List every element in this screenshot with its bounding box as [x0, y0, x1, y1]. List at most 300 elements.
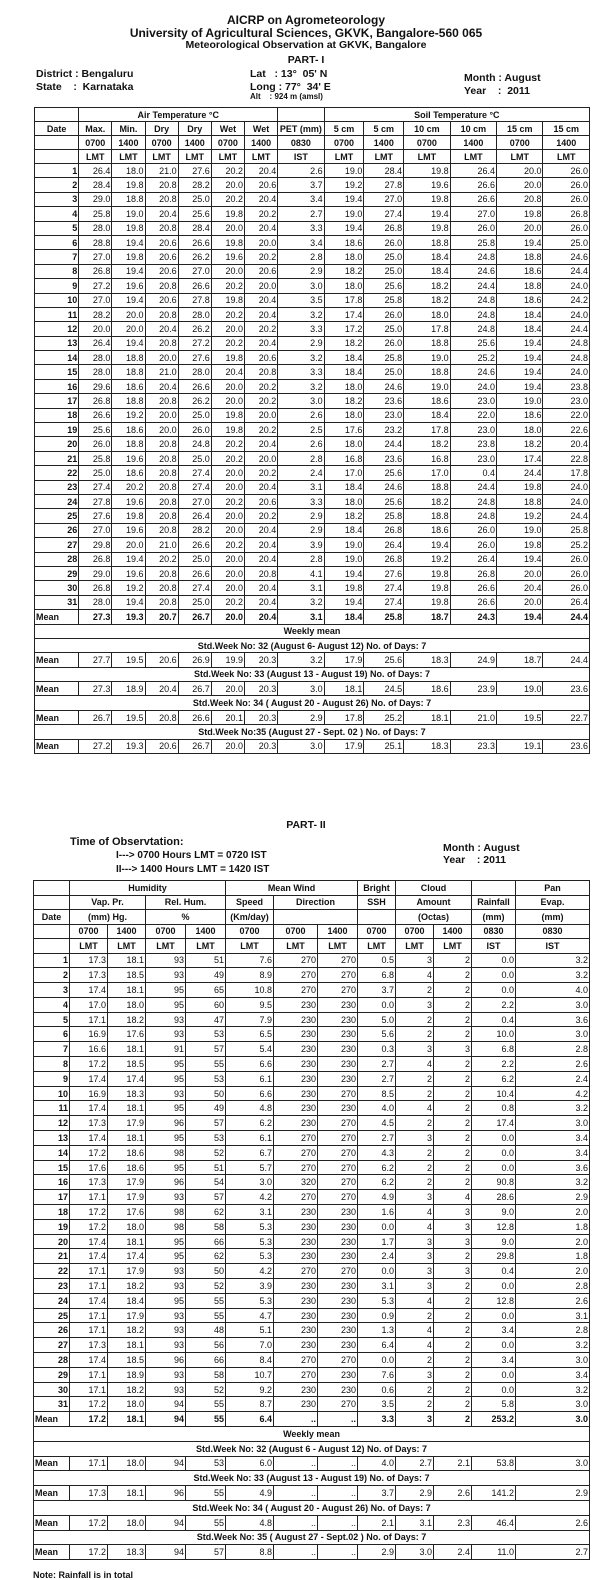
value-cell: 18.0 — [324, 408, 364, 422]
part2-sheet — [0, 808, 612, 1580]
value-cell: 16.6 — [70, 1042, 108, 1057]
value-cell: 25.6 — [364, 494, 404, 508]
date-header: Date — [35, 122, 79, 136]
value-cell: 2.6 — [516, 1057, 590, 1072]
latitude: Lat : 13° 05' N — [250, 68, 328, 80]
value-cell: 3.0 — [278, 279, 324, 293]
value-cell: 6.2 — [358, 1175, 396, 1190]
cloud-header: Cloud — [396, 881, 472, 896]
week-label-row — [35, 696, 590, 710]
date-cell: 12 — [35, 322, 79, 336]
date-cell: 26 — [34, 1323, 70, 1338]
value-cell: 0.9 — [358, 1308, 396, 1323]
table-row — [35, 293, 590, 307]
rel-hum-header: Rel. Hum. — [146, 895, 226, 910]
value-cell: 20.4 — [244, 581, 277, 595]
value-cell: 270 — [274, 1264, 318, 1279]
table-row — [34, 1367, 590, 1382]
value-cell: 20.8 — [145, 336, 178, 350]
value-cell: 20.0 — [211, 466, 244, 480]
value-cell: 18.6 — [112, 466, 145, 480]
part1-table — [34, 107, 590, 754]
value-cell: 26.8 — [79, 394, 112, 408]
mean-value: 26.7 — [178, 610, 211, 624]
value-cell: 20.6 — [244, 351, 277, 365]
value-cell: 18.6 — [497, 293, 543, 307]
week-mean-value: 20.3 — [244, 739, 277, 753]
value-cell: 3.9 — [226, 1279, 274, 1294]
value-cell: 65 — [186, 983, 226, 998]
value-cell: 4 — [434, 1190, 472, 1205]
value-cell: 2.5 — [278, 423, 324, 437]
value-cell: 18.0 — [324, 379, 364, 393]
value-cell: 19.6 — [404, 178, 450, 192]
value-cell: 26.0 — [364, 235, 404, 249]
part1-title-1: AICRP on Agrometeorology — [226, 13, 385, 27]
value-cell: 3.1 — [358, 1279, 396, 1294]
value-cell: 26.0 — [543, 552, 590, 566]
value-cell: 230 — [274, 1057, 318, 1072]
value-cell: 17.2 — [70, 1205, 108, 1220]
value-cell: 19.8 — [404, 164, 450, 178]
value-cell: 19.8 — [324, 581, 364, 595]
value-cell: 17.1 — [70, 1264, 108, 1279]
value-cell: 23.0 — [364, 408, 404, 422]
unit-header: LMT — [434, 939, 472, 954]
value-cell: 18.4 — [324, 351, 364, 365]
mean-value: 25.8 — [364, 610, 404, 624]
value-cell: 58 — [186, 1367, 226, 1382]
value-cell: 19.0 — [404, 379, 450, 393]
value-cell: 24.6 — [450, 264, 496, 278]
time-header: 0700 — [497, 136, 543, 150]
value-cell: 0.0 — [472, 1308, 516, 1323]
week-mean-value: 18.7 — [497, 653, 543, 667]
week-mean-value: 24.9 — [450, 653, 496, 667]
value-cell: 2 — [434, 1382, 472, 1397]
value-cell: 230 — [318, 1249, 358, 1264]
value-cell: 270 — [318, 1353, 358, 1368]
value-cell: 270 — [274, 1131, 318, 1146]
value-cell: 20.4 — [145, 207, 178, 221]
value-cell: 29.8 — [79, 538, 112, 552]
table-row — [34, 1131, 590, 1146]
week-mean-value: 94 — [146, 1456, 186, 1471]
week-mean-value: 4.8 — [226, 1515, 274, 1530]
value-cell: 5.7 — [226, 1160, 274, 1175]
week-mean-value: 19.5 — [497, 710, 543, 724]
week-mean-value: 23.6 — [543, 682, 590, 696]
value-cell: 26.8 — [79, 552, 112, 566]
value-cell: 26.8 — [364, 221, 404, 235]
value-cell: 24.4 — [543, 509, 590, 523]
value-cell: 17.6 — [70, 1160, 108, 1175]
mean-label: Mean — [34, 1456, 70, 1471]
week-label: Std.Week No: 34 ( August 20 - August 26) No. of Days: 7 — [34, 1500, 590, 1515]
mean-value: 3.1 — [278, 610, 324, 624]
week-mean-value: 27.7 — [79, 653, 112, 667]
week-label: Std.Week No: 35 ( August 27 - Sept.02 ) No. of Days: 7 — [34, 1530, 590, 1545]
value-cell: 28.0 — [79, 365, 112, 379]
value-cell: 20.8 — [145, 523, 178, 537]
value-cell: 23.8 — [543, 379, 590, 393]
value-cell: 230 — [318, 1027, 358, 1042]
value-cell: 230 — [274, 1042, 318, 1057]
table-row — [34, 1323, 590, 1338]
value-cell: 2 — [396, 1116, 434, 1131]
week-mean-value: 46.4 — [472, 1515, 516, 1530]
value-cell: 57 — [186, 1042, 226, 1057]
week-label-row — [35, 725, 590, 739]
value-cell: 270 — [274, 1190, 318, 1205]
value-cell: 18.2 — [324, 394, 364, 408]
value-cell: 18.6 — [112, 379, 145, 393]
value-cell: 26.6 — [178, 379, 211, 393]
value-cell: 3.3 — [278, 494, 324, 508]
time-header: 0700 — [358, 924, 396, 939]
value-cell: 20.6 — [244, 494, 277, 508]
week-mean-value: 19.9 — [211, 653, 244, 667]
value-cell: 3.2 — [278, 379, 324, 393]
value-cell: 2.9 — [278, 509, 324, 523]
unit-header: LMT — [70, 939, 108, 954]
value-cell: 28.8 — [79, 235, 112, 249]
value-cell: 19.2 — [324, 178, 364, 192]
value-cell: 17.4 — [70, 1131, 108, 1146]
week-mean-value: 18.0 — [108, 1515, 146, 1530]
date-cell: 25 — [34, 1308, 70, 1323]
mean-label: Mean — [35, 610, 79, 624]
soil-temp-header: Soil Temperature °C — [324, 108, 589, 122]
value-cell: 18.4 — [324, 523, 364, 537]
value-cell: 270 — [274, 1160, 318, 1175]
date-cell: 4 — [34, 997, 70, 1012]
value-cell: 55 — [186, 1057, 226, 1072]
value-cell: 26.8 — [450, 566, 496, 580]
time-header: 0700 — [211, 136, 244, 150]
value-cell: 19.8 — [497, 480, 543, 494]
value-cell: 24.0 — [543, 279, 590, 293]
value-cell: 230 — [274, 1205, 318, 1220]
week-label-row — [35, 638, 590, 652]
value-cell: 5.3 — [358, 1293, 396, 1308]
vap-header: Vap. Pr. — [70, 895, 146, 910]
value-cell: 2.6 — [516, 1293, 590, 1308]
value-cell: 5.3 — [226, 1293, 274, 1308]
value-cell: 270 — [318, 1160, 358, 1175]
value-cell: 0.4 — [472, 1012, 516, 1027]
value-cell: 2.9 — [278, 523, 324, 537]
evap-header: Evap. — [516, 895, 590, 910]
value-cell: 23.0 — [450, 451, 496, 465]
week-label: Std.Week No: 33 (August 13 - August 19) No. of Days: 7 — [34, 1471, 590, 1486]
value-cell: 18.0 — [108, 1397, 146, 1412]
value-cell: 27.0 — [79, 523, 112, 537]
value-cell: 93 — [146, 1012, 186, 1027]
date-cell: 17 — [35, 394, 79, 408]
table-row — [34, 1219, 590, 1234]
value-cell: 26.6 — [450, 192, 496, 206]
value-cell: 230 — [318, 1338, 358, 1353]
value-cell: 18.0 — [108, 997, 146, 1012]
date-cell: 26 — [35, 523, 79, 537]
value-cell: 29.6 — [79, 379, 112, 393]
value-cell: 24.4 — [450, 480, 496, 494]
week-mean-value: 23.6 — [543, 739, 590, 753]
value-cell: 28.4 — [79, 178, 112, 192]
value-cell: 17.6 — [324, 423, 364, 437]
time-header: 0700 — [79, 136, 112, 150]
value-cell: 18.1 — [108, 1338, 146, 1353]
blank-cell — [472, 881, 516, 896]
value-cell: 27.4 — [178, 480, 211, 494]
value-cell: 20.0 — [211, 322, 244, 336]
date-cell: 16 — [34, 1175, 70, 1190]
value-cell: 20.4 — [244, 307, 277, 321]
district: District : Bengaluru — [36, 68, 134, 80]
value-cell: 26.8 — [364, 523, 404, 537]
week-mean-value: 26.7 — [178, 682, 211, 696]
value-cell: 2.8 — [278, 250, 324, 264]
value-cell: 3 — [396, 1264, 434, 1279]
value-cell: 20.0 — [244, 451, 277, 465]
value-cell: 55 — [186, 1308, 226, 1323]
value-cell: 19.8 — [112, 178, 145, 192]
value-cell: 3.2 — [516, 1175, 590, 1190]
value-cell: 20.2 — [244, 250, 277, 264]
value-cell: 17.8 — [543, 466, 590, 480]
value-cell: 20.4 — [244, 552, 277, 566]
unit-header: LMT — [226, 939, 274, 954]
value-cell: 17.1 — [70, 1367, 108, 1382]
date-cell: 9 — [35, 279, 79, 293]
week-mean-value: 3.0 — [396, 1545, 434, 1560]
date-cell: 2 — [35, 178, 79, 192]
value-cell: 20.0 — [145, 423, 178, 437]
table-row — [35, 164, 590, 178]
value-cell: 18.2 — [497, 437, 543, 451]
week-mean-value: 23.3 — [450, 739, 496, 753]
table-row — [34, 1234, 590, 1249]
date-cell: 2 — [34, 968, 70, 983]
value-cell: 19.4 — [404, 538, 450, 552]
week-mean-value: 55 — [186, 1515, 226, 1530]
value-cell: 27.0 — [364, 192, 404, 206]
value-cell: 93 — [146, 1264, 186, 1279]
value-cell: 0.0 — [472, 1131, 516, 1146]
week-mean-value: .. — [274, 1486, 318, 1501]
value-cell: 17.4 — [108, 1249, 146, 1264]
date-cell: 1 — [34, 953, 70, 968]
value-cell: 17.1 — [70, 1323, 108, 1338]
mean-label: Mean — [35, 739, 79, 753]
week-mean-value: 20.6 — [145, 653, 178, 667]
week-mean-value: 3.0 — [278, 682, 324, 696]
week-mean-value: 18.3 — [108, 1545, 146, 1560]
value-cell: 17.4 — [70, 1234, 108, 1249]
week-mean-value: 2.7 — [516, 1545, 590, 1560]
value-cell: 2.8 — [278, 451, 324, 465]
value-cell: 53 — [186, 1071, 226, 1086]
date-cell: 24 — [35, 494, 79, 508]
value-cell: 20.0 — [211, 480, 244, 494]
value-cell: 2.7 — [358, 1071, 396, 1086]
value-cell: 2.2 — [472, 1057, 516, 1072]
value-cell: 2 — [396, 1145, 434, 1160]
date-cell: 22 — [35, 466, 79, 480]
table-row — [34, 953, 590, 968]
value-cell: 20.4 — [244, 480, 277, 494]
value-cell: 18.4 — [497, 322, 543, 336]
value-cell: 2.8 — [516, 1042, 590, 1057]
value-cell: 2 — [396, 1012, 434, 1027]
value-cell: 18.0 — [112, 164, 145, 178]
value-cell: 56 — [186, 1338, 226, 1353]
table-row — [35, 221, 590, 235]
value-cell: 28.2 — [79, 307, 112, 321]
blank-cell — [358, 910, 396, 925]
value-cell: 6.8 — [472, 1042, 516, 1057]
value-cell: 23.2 — [364, 423, 404, 437]
value-cell: 18.0 — [324, 437, 364, 451]
value-cell: 2 — [434, 1101, 472, 1116]
value-cell: 230 — [318, 1042, 358, 1057]
value-cell: 20.4 — [244, 538, 277, 552]
value-cell: 270 — [318, 1190, 358, 1205]
value-cell: 20.8 — [145, 394, 178, 408]
time-header: 1400 — [364, 136, 404, 150]
week-mean-value: 27.2 — [79, 739, 112, 753]
date-cell: 14 — [35, 351, 79, 365]
value-cell: 3.0 — [226, 1175, 274, 1190]
date-cell: 6 — [35, 235, 79, 249]
value-cell: 24.8 — [543, 336, 590, 350]
table-row — [34, 1338, 590, 1353]
value-cell: 18.2 — [404, 293, 450, 307]
week-mean-value: 2.9 — [358, 1545, 396, 1560]
value-cell: 19.6 — [112, 566, 145, 580]
weekly-mean-title: Weekly mean — [34, 1427, 590, 1442]
mean-label: Mean — [35, 682, 79, 696]
value-cell: 3.4 — [516, 1131, 590, 1146]
value-cell: 0.5 — [358, 953, 396, 968]
value-cell: 20.0 — [211, 221, 244, 235]
value-cell: 230 — [318, 1205, 358, 1220]
value-cell: 55 — [186, 1293, 226, 1308]
date-cell: 30 — [35, 581, 79, 595]
week-mean-value: 19.0 — [497, 682, 543, 696]
value-cell: 270 — [318, 1116, 358, 1131]
value-cell: 6.2 — [472, 1071, 516, 1086]
date-cell: 17 — [34, 1190, 70, 1205]
value-cell: 93 — [146, 1190, 186, 1205]
value-cell: 17.3 — [70, 968, 108, 983]
value-cell: 19.4 — [497, 351, 543, 365]
column-header: 15 cm — [497, 122, 543, 136]
value-cell: 3.4 — [278, 192, 324, 206]
rainfall-header: Rainfall — [472, 895, 516, 910]
value-cell: 320 — [274, 1175, 318, 1190]
value-cell: 4 — [396, 1205, 434, 1220]
date-cell: 15 — [34, 1160, 70, 1175]
week-mean-value: 22.7 — [543, 710, 590, 724]
value-cell: 230 — [318, 1101, 358, 1116]
time-header: 1400 — [543, 136, 590, 150]
value-cell: 20.0 — [211, 581, 244, 595]
value-cell: 0.0 — [358, 1264, 396, 1279]
value-cell: 4.2 — [226, 1264, 274, 1279]
value-cell: 20.6 — [145, 235, 178, 249]
mm-hg-header: (mm) Hg. — [70, 910, 146, 925]
table-row — [34, 1027, 590, 1042]
value-cell: 18.8 — [404, 365, 450, 379]
value-cell: 20.4 — [244, 595, 277, 609]
value-cell: 3 — [396, 1234, 434, 1249]
date-cell: 24 — [34, 1293, 70, 1308]
value-cell: 3.2 — [516, 953, 590, 968]
value-cell: 19.8 — [211, 207, 244, 221]
table-row — [35, 552, 590, 566]
table-row — [34, 1057, 590, 1072]
date-cell: 9 — [34, 1071, 70, 1086]
blank-cell — [34, 924, 70, 939]
value-cell: 18.8 — [404, 336, 450, 350]
value-cell: 18.6 — [108, 1160, 146, 1175]
week-mean-row — [34, 1486, 590, 1501]
value-cell: 19.0 — [324, 538, 364, 552]
value-cell: 24.8 — [543, 351, 590, 365]
value-cell: 24.6 — [364, 379, 404, 393]
value-cell: 2.6 — [278, 408, 324, 422]
value-cell: 20.0 — [244, 408, 277, 422]
value-cell: 3.4 — [472, 1323, 516, 1338]
value-cell: 24.8 — [450, 250, 496, 264]
date-cell: 19 — [35, 423, 79, 437]
value-cell: 0.0 — [472, 1382, 516, 1397]
value-cell: 18.2 — [404, 279, 450, 293]
value-cell: 270 — [318, 1397, 358, 1412]
blank-cell — [34, 881, 70, 896]
value-cell: 3.9 — [278, 538, 324, 552]
value-cell: 19.4 — [112, 595, 145, 609]
value-cell: 25.2 — [450, 351, 496, 365]
week-mean-value: 2.7 — [396, 1456, 434, 1471]
value-cell: 6.2 — [226, 1116, 274, 1131]
value-cell: 2 — [396, 1086, 434, 1101]
value-cell: 26.0 — [364, 336, 404, 350]
value-cell: 20.4 — [244, 437, 277, 451]
value-cell: 3.2 — [278, 595, 324, 609]
value-cell: 21.0 — [145, 365, 178, 379]
kmday-header: (Km/day) — [226, 910, 274, 925]
value-cell: 17.4 — [324, 307, 364, 321]
value-cell: 25.8 — [79, 451, 112, 465]
table-row — [35, 423, 590, 437]
value-cell: 20.2 — [244, 207, 277, 221]
value-cell: 22.0 — [450, 408, 496, 422]
value-cell: 4 — [396, 1219, 434, 1234]
value-cell: 27.4 — [364, 595, 404, 609]
weekly-mean-title-row — [34, 1427, 590, 1442]
value-cell: 24.8 — [450, 509, 496, 523]
value-cell: 17.2 — [70, 1145, 108, 1160]
value-cell: 25.6 — [364, 279, 404, 293]
value-cell: 28.4 — [364, 164, 404, 178]
table-row — [34, 1190, 590, 1205]
table-row — [35, 336, 590, 350]
value-cell: 1.6 — [358, 1205, 396, 1220]
mean-value: 20.7 — [145, 610, 178, 624]
